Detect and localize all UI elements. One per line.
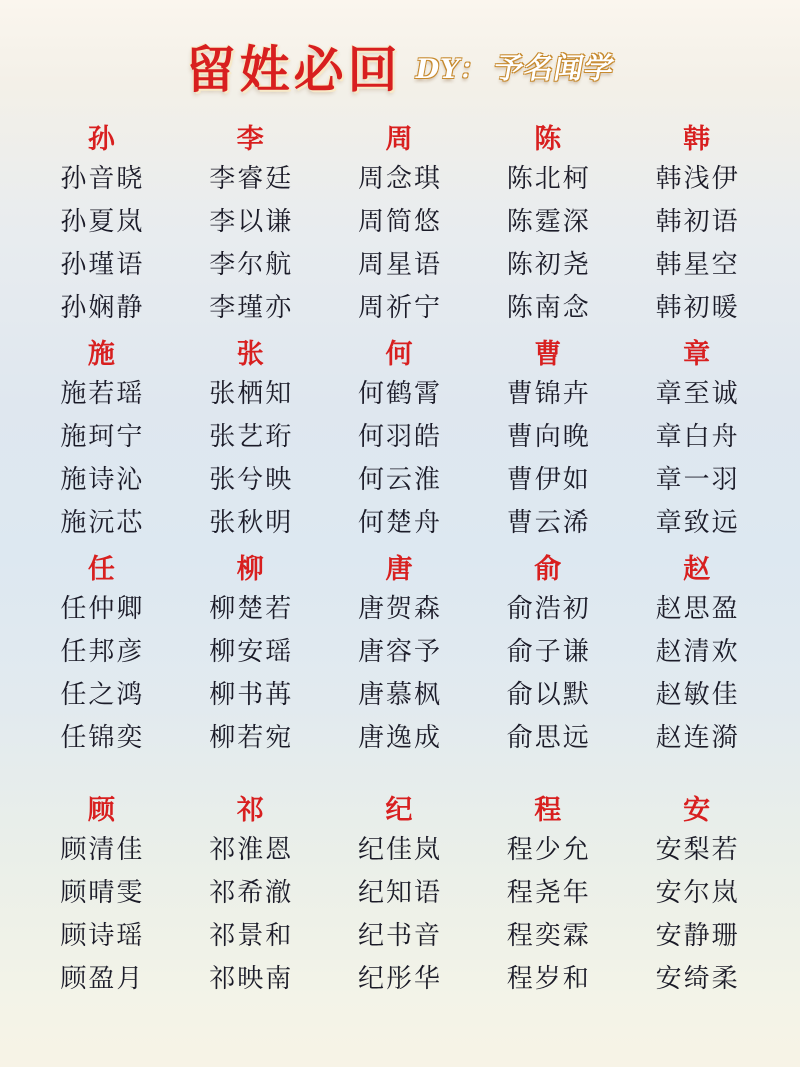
surname-heading: 章 (683, 339, 713, 370)
name-entry: 何楚舟 (357, 508, 442, 538)
surname-heading: 李 (236, 124, 266, 155)
surname-block (474, 783, 623, 998)
name-entry: 施珂宁 (60, 422, 145, 452)
poster-header (0, 0, 800, 112)
name-entry: 纪彤华 (357, 964, 442, 994)
name-entry: 顾清佳 (60, 835, 145, 865)
name-entry: 柳若宛 (209, 723, 294, 753)
name-entry: 纪书音 (357, 921, 442, 951)
name-entry: 俞思远 (506, 723, 591, 753)
name-entry: 程奕霖 (506, 921, 591, 951)
name-entry: 何鹤霄 (357, 379, 442, 409)
surname-heading: 程 (534, 795, 564, 826)
surname-heading: 张 (236, 339, 266, 370)
surname-block (474, 327, 623, 542)
name-entry: 施沅芯 (60, 508, 145, 538)
name-entry: 程岁和 (506, 964, 591, 994)
name-entry: 唐逸成 (357, 723, 442, 753)
name-entry: 赵连漪 (655, 723, 740, 753)
surname-block (28, 542, 177, 757)
name-entry: 俞以默 (506, 680, 591, 710)
name-entry: 周念琪 (357, 164, 442, 194)
surname-heading: 俞 (534, 554, 564, 585)
surname-heading: 何 (385, 339, 415, 370)
surname-heading: 唐 (385, 554, 415, 585)
surname-block (474, 542, 623, 757)
name-entry: 祁淮恩 (209, 835, 294, 865)
surname-heading: 纪 (385, 795, 415, 826)
name-entry: 唐慕枫 (357, 680, 442, 710)
surname-block (177, 327, 326, 542)
badge-prefix-label: DY： (412, 53, 491, 85)
surname-block (326, 783, 475, 998)
surname-block (623, 542, 772, 757)
surname-heading: 祁 (236, 795, 266, 826)
surname-heading: 曹 (534, 339, 564, 370)
name-entry: 李尔航 (209, 250, 294, 280)
section-spacer (28, 757, 772, 783)
badge-author-name: 予名闻学 (491, 50, 618, 85)
name-entry: 周星语 (357, 250, 442, 280)
name-entry: 何羽皓 (357, 422, 442, 452)
name-entry: 周祈宁 (357, 293, 442, 323)
page-title: 留姓必回 (185, 40, 402, 99)
name-entry: 韩初语 (655, 207, 740, 237)
name-entry: 祁希澈 (209, 878, 294, 908)
name-entry: 陈南念 (506, 293, 591, 323)
name-entry: 俞子谦 (506, 637, 591, 667)
name-entry: 陈初尧 (506, 250, 591, 280)
surname-block (28, 783, 177, 998)
name-entry: 章白舟 (655, 422, 740, 452)
name-entry: 唐贺森 (357, 594, 442, 624)
name-entry: 曹向晚 (506, 422, 591, 452)
name-entry: 程尧年 (506, 878, 591, 908)
name-entry: 安静珊 (655, 921, 740, 951)
surname-heading: 柳 (236, 554, 266, 585)
name-entry: 李瑾亦 (209, 293, 294, 323)
name-entry: 顾盈月 (60, 964, 145, 994)
name-entry: 赵思盈 (655, 594, 740, 624)
name-entry: 祁映南 (209, 964, 294, 994)
name-entry: 任之鸿 (60, 680, 145, 710)
surname-block (326, 327, 475, 542)
surname-block (326, 112, 475, 327)
name-entry: 韩浅伊 (655, 164, 740, 194)
surname-heading: 孙 (87, 124, 117, 155)
surname-grid (0, 112, 800, 998)
name-entry: 曹锦卉 (506, 379, 591, 409)
name-entry: 施若瑶 (60, 379, 145, 409)
surname-block (326, 542, 475, 757)
name-entry: 何云淮 (357, 465, 442, 495)
name-entry: 俞浩初 (506, 594, 591, 624)
surname-block (177, 112, 326, 327)
name-entry: 孙音晓 (60, 164, 145, 194)
name-entry: 安绮柔 (655, 964, 740, 994)
surname-block (623, 327, 772, 542)
name-entry: 程少允 (506, 835, 591, 865)
name-entry: 柳楚若 (209, 594, 294, 624)
name-entry: 李睿廷 (209, 164, 294, 194)
name-entry: 祁景和 (209, 921, 294, 951)
name-entry: 柳书苒 (209, 680, 294, 710)
author-badge (412, 46, 618, 87)
surname-block (28, 327, 177, 542)
name-entry: 柳安瑶 (209, 637, 294, 667)
name-entry: 韩初暖 (655, 293, 740, 323)
name-entry: 章至诚 (655, 379, 740, 409)
name-entry: 章致远 (655, 508, 740, 538)
name-entry: 孙夏岚 (60, 207, 145, 237)
surname-heading: 施 (87, 339, 117, 370)
name-entry: 张秋明 (209, 508, 294, 538)
name-entry: 周简悠 (357, 207, 442, 237)
surname-heading: 韩 (683, 124, 713, 155)
name-entry: 曹云浠 (506, 508, 591, 538)
surname-block (177, 783, 326, 998)
name-entry: 施诗沁 (60, 465, 145, 495)
name-entry: 顾诗瑶 (60, 921, 145, 951)
surname-block (474, 112, 623, 327)
name-entry: 赵清欢 (655, 637, 740, 667)
surname-heading: 任 (87, 554, 117, 585)
name-entry: 陈北柯 (506, 164, 591, 194)
name-entry: 纪佳岚 (357, 835, 442, 865)
name-entry: 韩星空 (655, 250, 740, 280)
name-entry: 安尔岚 (655, 878, 740, 908)
name-entry: 陈霆深 (506, 207, 591, 237)
name-entry: 章一羽 (655, 465, 740, 495)
name-entry: 曹伊如 (506, 465, 591, 495)
surname-block (623, 112, 772, 327)
surname-heading: 陈 (534, 124, 564, 155)
surname-block (623, 783, 772, 998)
name-entry: 李以谦 (209, 207, 294, 237)
name-entry: 孙娴静 (60, 293, 145, 323)
surname-heading: 顾 (87, 795, 117, 826)
name-entry: 任邦彦 (60, 637, 145, 667)
surname-heading: 赵 (683, 554, 713, 585)
surname-block (177, 542, 326, 757)
name-entry: 唐容予 (357, 637, 442, 667)
surname-heading: 安 (683, 795, 713, 826)
name-entry: 任仲卿 (60, 594, 145, 624)
name-entry: 张栖知 (209, 379, 294, 409)
name-entry: 纪知语 (357, 878, 442, 908)
name-entry: 安梨若 (655, 835, 740, 865)
name-entry: 任锦奕 (60, 723, 145, 753)
name-entry: 张兮映 (209, 465, 294, 495)
surname-heading: 周 (385, 124, 415, 155)
name-entry: 顾晴雯 (60, 878, 145, 908)
name-entry: 张艺珩 (209, 422, 294, 452)
name-entry: 赵敏佳 (655, 680, 740, 710)
name-entry: 孙瑾语 (60, 250, 145, 280)
surname-block (28, 112, 177, 327)
